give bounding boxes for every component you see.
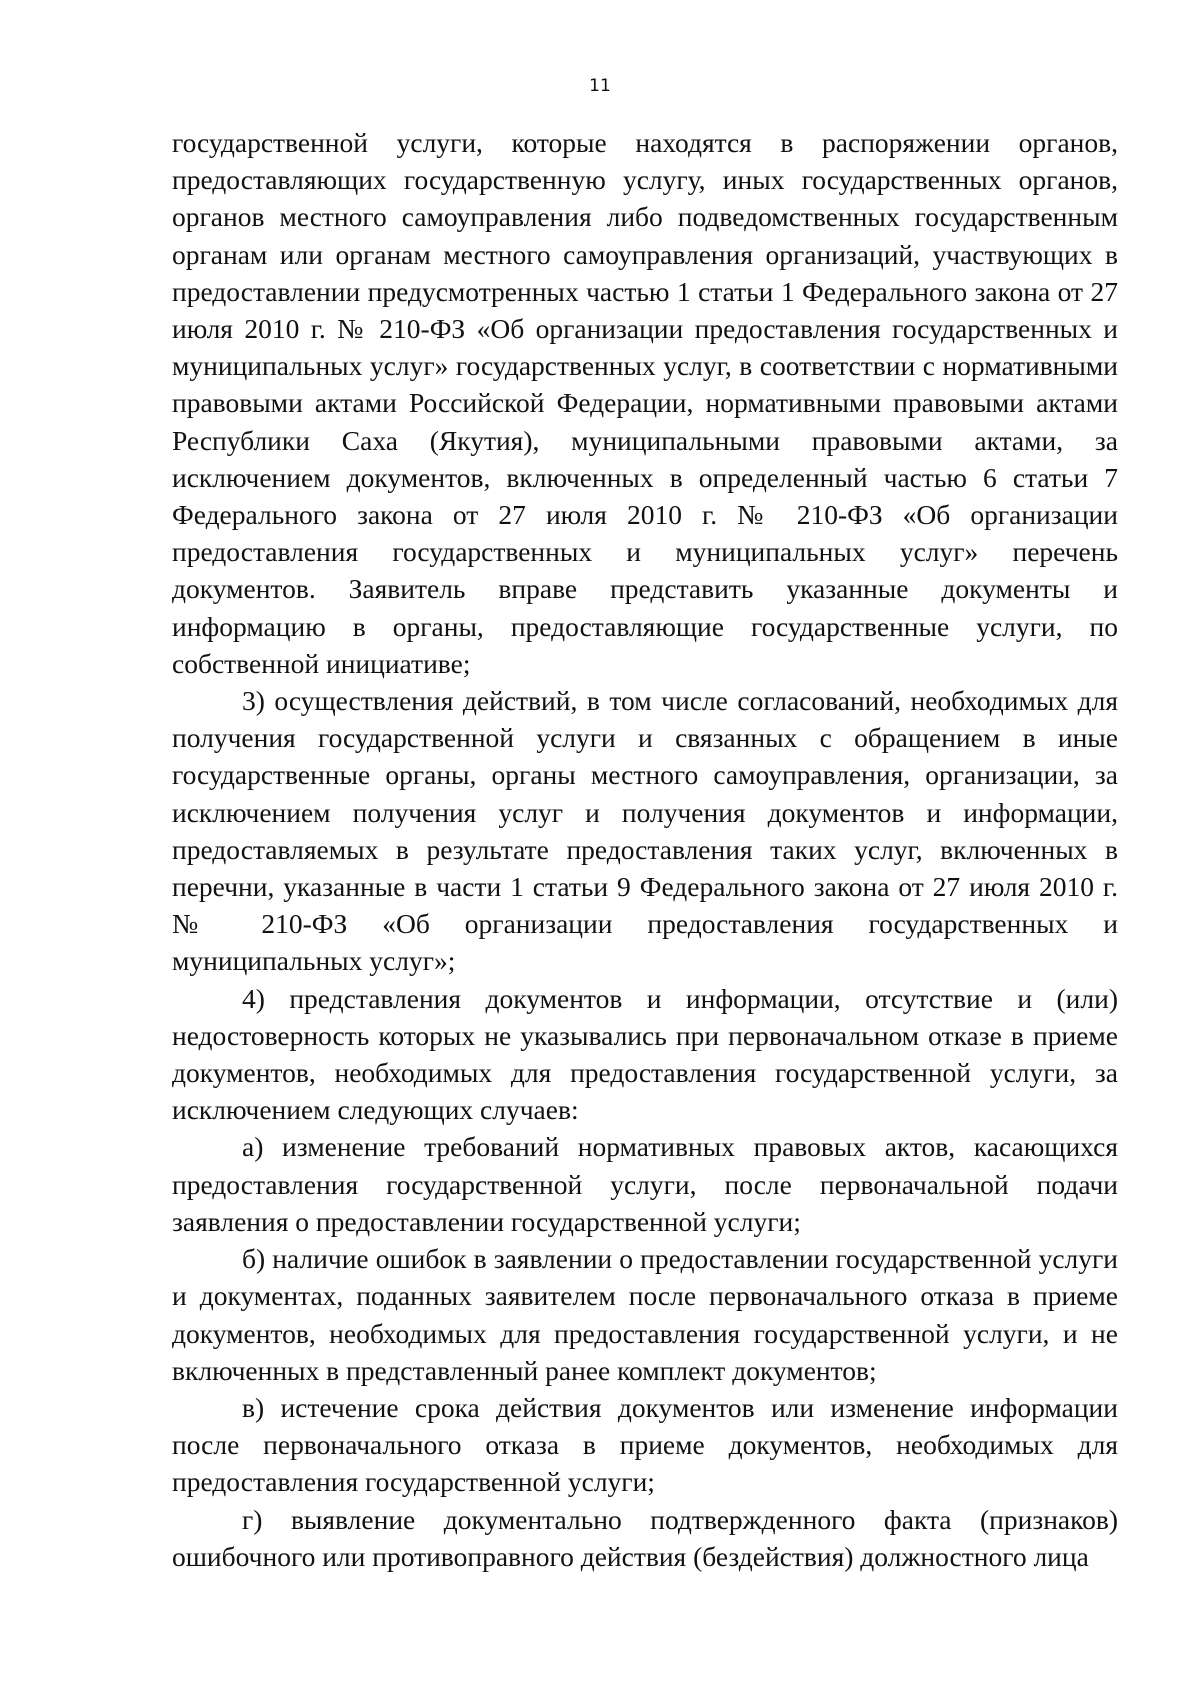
paragraph-item-3: 3) осуществления действий, в том числе согласований, необходимых для получения государственной услуги и связанных с обращением в иные государственные органы, органы местного самоуправления, организации, за исключением получения услуг и получения документов и информации, предоставляемых в результате предоставления таких услуг, включенных в перечни, указанные в части 1 статьи 9 Федерального закона от 27 июля 2010 г. № 210-ФЗ «Об организации предоставления государственных и муниципальных услуг»;: [172, 685, 1118, 977]
paragraph-subitem-g: г) выявление документально подтвержденного факта (признаков) ошибочного или противоправного действия (бездействия) должностного лица: [172, 1503, 1118, 1572]
paragraph-subitem-v: в) истечение срока действия документов или изменение информации после первоначального отказа в приеме документов, необходимых для предоставления государственной услуги;: [172, 1391, 1118, 1498]
paragraph-item-4: 4) представления документов и информации, отсутствие и (или) недостоверность которых не указывались при первоначальном отказе в приеме документов, необходимых для предоставления государственной услуги, за исключением следующих случаев:: [172, 982, 1118, 1126]
paragraph-subitem-a: а) изменение требований нормативных правовых актов, касающихся предоставления государственной услуги, после первоначальной подачи заявления о предоставлении государственной услуги;: [172, 1131, 1118, 1237]
paragraph-continuation: государственной услуги, которые находятся в распоряжении органов, предоставляющих государственную услугу, иных государственных органов, органов местного самоуправления либо подведомственных государственным органам или органам местного самоуправления организаций, участвующих в предоставлении предусмотренных частью 1 статьи 1 Федерального закона от 27 июля 2010 г. № 210-ФЗ «Об организации предоставления государственных и муниципальных услуг» государственных услуг, в соответствии с нормативными правовыми актами Российской Федерации, нормативными правовыми актами Республики Саха (Якутия), муниципальными правовыми актами, за исключением документов, включенных в определенный частью 6 статьи 7 Федерального закона от 27 июля 2010 г. № 210-ФЗ «Об организации предоставления государственных и муниципальных услуг» перечень документов. Заявитель вправе представить указанные документы и информацию в органы, предоставляющие государственные услуги, по собственной инициативе;: [172, 127, 1118, 679]
paragraph-subitem-b: б) наличие ошибок в заявлении о предоставлении государственной услуги и документах, поданных заявителем после первоначального отказа в приеме документов, необходимых для предоставления государственной услуги, и не включенных в представленный ранее комплект документов;: [172, 1243, 1118, 1386]
page-number: 11: [589, 76, 611, 96]
document-body: [172, 124, 1118, 1575]
